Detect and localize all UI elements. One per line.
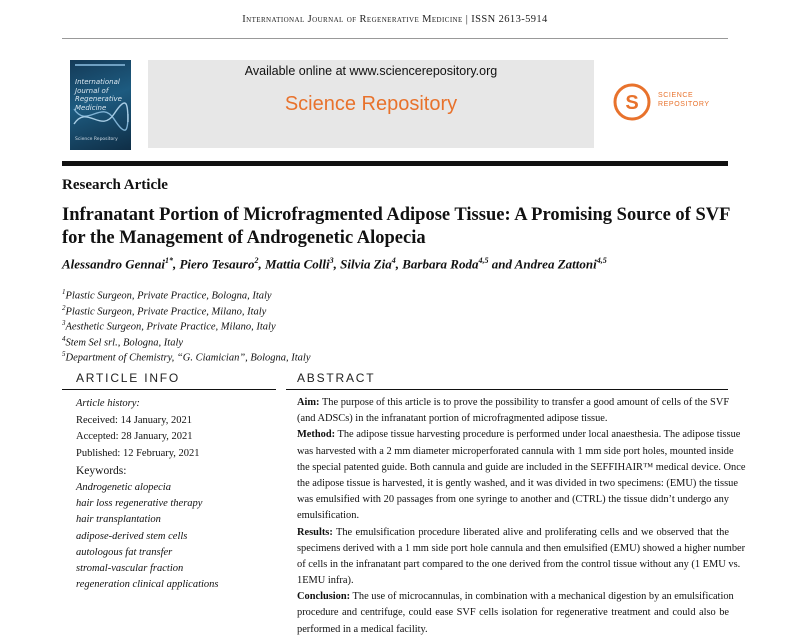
abstract-line-text: The adipose tissue harvesting procedure is performed under local anaesthesia. The adipose tissue	[337, 429, 741, 441]
abstract-line	[297, 476, 738, 492]
abstract-body	[297, 395, 746, 638]
keyword: Androgenetic alopecia	[76, 482, 171, 493]
affiliation-mark: 4	[62, 334, 66, 343]
abstract-section	[297, 395, 729, 427]
abstract-line	[297, 525, 729, 541]
affiliation-line	[62, 301, 462, 317]
cover-publisher: Science Repository	[75, 137, 118, 142]
s-logo-icon	[612, 82, 652, 122]
affiliation-text: Plastic Surgeon, Private Practice, Bologna, Italy	[65, 290, 272, 302]
affiliation-text: Department of Chemistry, “G. Ciamician”, Bologna, Italy	[65, 352, 311, 364]
article-info-rule	[62, 389, 276, 390]
affiliation-mark: 3	[62, 319, 66, 327]
abstract-line-text: the special patented guide. Both cannula and guide are included in the SEFFIHAIR™ medical device. Once	[297, 461, 746, 473]
author-affiliation-mark: 3	[329, 256, 334, 265]
affiliation-text: Aesthetic Surgeon, Private Practice, Milano, Italy	[65, 321, 276, 333]
author-affiliation-mark: 4,5	[478, 256, 489, 265]
abstract-line	[297, 589, 734, 605]
author-affiliation-mark: 1*	[164, 256, 173, 265]
abstract-line-text: specimens derived with a 1 mm side port hole cannula and then emulsified (EMU) showed a higher number	[297, 542, 746, 554]
abstract-line-text: was harvested with a 2 mm diameter microperforated cannula with 1 mm side port holes, mounted inside	[297, 445, 734, 457]
title-divider	[62, 161, 728, 166]
affiliation-line	[62, 285, 462, 301]
affiliation-line	[62, 316, 462, 332]
abstract-rule	[286, 389, 728, 390]
article-title: Infranatant Portion of Microfragmented Adipose Tissue: A Promising Source of SVF for the Management of Androgenetic Alopecia	[62, 205, 730, 248]
abstract-line-text: The emulsification procedure liberated alive and proliferating cells and we observed that the	[335, 526, 729, 538]
logo-letter: S	[625, 92, 639, 114]
abstract-line	[297, 605, 729, 621]
article-history-label: Article history:	[76, 398, 140, 409]
abstract-section	[297, 427, 746, 524]
logo-wordmark	[658, 91, 738, 109]
author-affiliation-mark: 2	[254, 256, 259, 265]
abstract-section-label: Results:	[297, 526, 333, 538]
abstract-line-text: procedure and centrifuge, could ease SVF cells isolation for regenerative treatment and could also be	[297, 607, 729, 619]
affiliation-mark: 2	[62, 303, 66, 312]
abstract-line-text: emulsification.	[297, 510, 360, 522]
article-type: Research Article	[62, 177, 168, 193]
abstract-line	[297, 460, 746, 476]
abstract-section-label: Aim:	[297, 397, 320, 408]
keywords-label: Keywords:	[76, 465, 127, 477]
keyword-list	[76, 480, 276, 593]
author-name: Alessandro Gennai	[62, 256, 165, 272]
cover-strip	[75, 64, 125, 66]
affiliation-text: Stem Sel srl., Bologna, Italy	[65, 337, 184, 348]
abstract-line-text: (and ADSCs) in the infranatant portion of microfragmented adipose tissue.	[297, 413, 608, 425]
abstract-line	[297, 557, 741, 573]
abstract-line	[297, 573, 729, 589]
journal-cover-image	[70, 60, 131, 150]
affiliation-line	[62, 347, 462, 363]
abstract-section-label: Conclusion:	[297, 591, 351, 603]
author-name: Silvia Zia	[340, 256, 392, 272]
abstract-line-text: performed in a medical facility.	[297, 623, 428, 635]
affiliation-mark: 5	[62, 350, 66, 358]
availability-banner	[148, 60, 594, 148]
abstract-line	[297, 541, 746, 557]
abstract-line	[297, 427, 741, 443]
received-date: Received: 14 January, 2021	[76, 414, 192, 426]
keyword: regeneration clinical applications	[76, 579, 219, 591]
article-info-heading: ARTICLE INFO	[76, 371, 181, 385]
cover-title: International Journal of Regenerative Medicine	[75, 78, 122, 112]
published-date: Published: 12 February, 2021	[76, 447, 200, 459]
author-affiliation-mark: 4,5	[596, 256, 607, 265]
affiliation-mark: 1	[62, 288, 66, 296]
dna-helix-icon	[74, 104, 128, 134]
keyword: hair loss regenerative therapy	[76, 498, 203, 510]
abstract-line-text: The use of microcannulas, in combination with a mechanical digestion by an emulsification	[352, 591, 734, 603]
author-name: Andrea Zattoni	[514, 256, 597, 272]
author-name: Piero Tesauro	[179, 256, 255, 272]
science-repository-logo	[612, 82, 742, 122]
author-affiliation-mark: 4	[391, 256, 396, 265]
abstract-heading: ABSTRACT	[297, 371, 376, 385]
availability-text[interactable]: Available online at www.sciencerepository.org	[244, 64, 498, 78]
abstract-line	[297, 444, 734, 460]
abstract-line	[297, 508, 729, 524]
accepted-date: Accepted: 28 January, 2021	[76, 431, 193, 442]
keyword: stromal-vascular fraction	[76, 562, 184, 574]
abstract-line-text: 1EMU infra).	[297, 575, 354, 587]
article-info	[76, 396, 276, 593]
author-list: Alessandro Gennai$^{1*}$, Piero Tesauro$^2$, Mattia Colli$^3$, Silvia Zia$^4$, Barbara Roda$^{4,5}$ and Andrea Zattoni$^{4,5}$	[62, 256, 607, 272]
affiliation-text: Plastic Surgeon, Private Practice, Milano, Italy	[65, 306, 267, 317]
abstract-section	[297, 525, 746, 590]
abstract-line	[297, 395, 729, 411]
keyword: autologous fat transfer	[76, 546, 173, 558]
abstract-line	[297, 492, 729, 508]
abstract-line	[297, 411, 729, 427]
header-divider	[62, 38, 728, 39]
abstract-line	[297, 622, 729, 638]
logo-line-2: REPOSITORY	[658, 101, 710, 108]
keyword: hair transplantation	[76, 514, 161, 526]
abstract-line-text: The purpose of this article is to prove the possibility to transfer a good amount of cells of the SVF	[321, 397, 730, 408]
abstract-section	[297, 589, 734, 638]
banner-brand: Science Repository	[284, 93, 458, 115]
abstract-section-label: Method:	[297, 429, 336, 441]
journal-header: International Journal of Regenerative Medicine | ISSN 2613-5914	[242, 14, 548, 25]
abstract-line-text: of cells in the infranatant part compared to the one derived from the control tissue without any (1 EMU vs.	[297, 558, 741, 570]
abstract-line-text: was emulsified with 20 passages from one syringe to another and (CTRL) the tissue didn’t undergo any	[297, 494, 729, 506]
affiliations	[62, 285, 462, 363]
affiliation-line	[62, 332, 462, 348]
logo-line-1: SCIENCE	[658, 92, 694, 99]
abstract-line-text: the adipose tissue is harvested, it is gently washed, and it was divided in two specimens: (EMU) the tissue	[297, 477, 738, 489]
keyword: adipose-derived stem cells	[76, 530, 188, 542]
author-name: Mattia Colli	[264, 256, 330, 272]
author-name: Barbara Roda	[402, 256, 479, 272]
